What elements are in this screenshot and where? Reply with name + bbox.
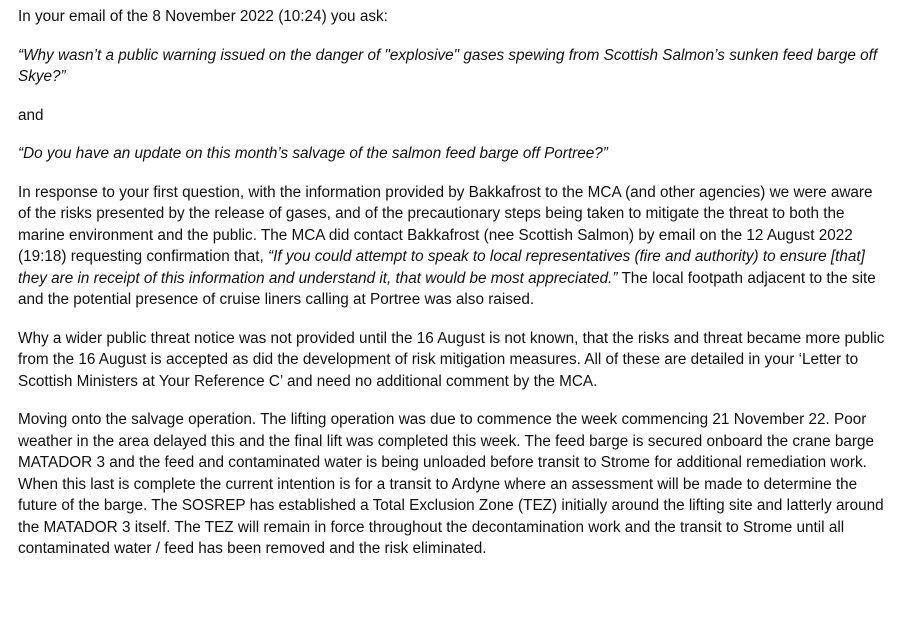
paragraph-response-first-question [18, 182, 887, 311]
paragraph-question-two: “Do you have an update on this month’s salvage of the salmon feed barge off Portree?” [18, 145, 608, 162]
paragraph-conjunction: and [18, 106, 44, 124]
paragraph-question-one: “Why wasn’t a public warning issued on the danger of "explosive" gases spewing from Scottish Salmon’s sunken feed barge off Skye?” [18, 46, 878, 85]
paragraph-intro: In your email of the 8 November 2022 (10:24) you ask: [18, 8, 388, 25]
response-segment-quote: “If you could attempt to speak to local representatives (fire and authority) to ensure [that] they are in receipt of this information and understand it, that would be most appreciated.” [18, 248, 865, 287]
paragraph-salvage-operation: Moving onto the salvage operation. The lifting operation was due to commence the week commencing 21 November 22. Poor weather in the area delayed this and the final lift was completed this week. The feed barge is secured onboard the crane barge MATADOR 3 and the feed and contaminated water is being unloaded before transit to Strome for additional remediation work. When this last is complete the current intention is for a transit to Ardyne where an assessment will be made to determine the future of the barge. The SOSREP has established a Total Exclusion Zone (TEZ) initially around the lifting site and latterly around the MATADOR 3 itself. The TEZ will remain in force throughout the decontamination work and the transit to Strome until all contaminated water / feed has been removed and the risk eliminated. [18, 411, 884, 557]
response-segment-tail: The local footpath adjacent to the site and the potential presence of cruise liners calling at Portree was also raised. [18, 269, 876, 308]
paragraph-public-threat-notice: Why a wider public threat notice was not provided until the 16 August is not known, that the risks and threat became more public from the 16 August is accepted as did the development of risk mitigation measures. All of these are detailed in your ‘Letter to Scottish Ministers at Your Reference C’ and need no additional comment by the MCA. [18, 329, 885, 390]
response-segment-lead: In response to your first question, with the information provided by Bakkafrost to the MCA (and other agencies) we were aware of the risks presented by the release of gases, and of the precautionary steps being taken to mitigate the threat to both the marine environment and the public. The MCA did contact Bakkafrost (nee Scottish Salmon) by email on the 12 August 2022 (19:18) requesting confirmation that, [18, 183, 873, 265]
